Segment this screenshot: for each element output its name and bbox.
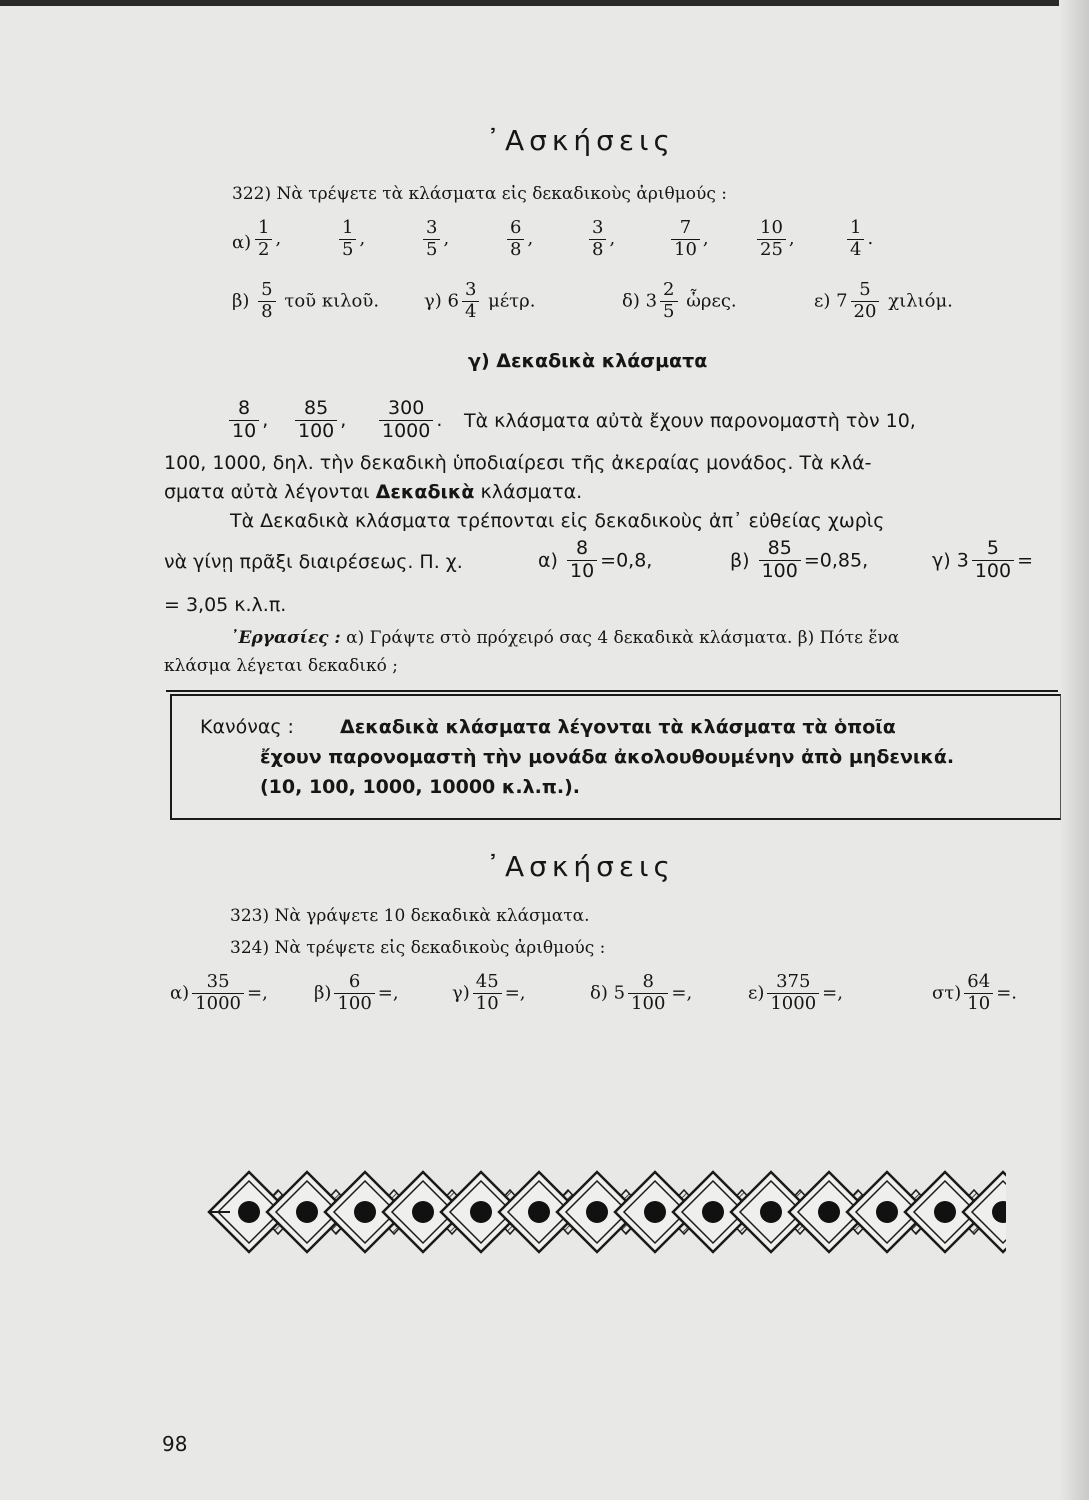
- denominator: 100: [974, 559, 1012, 582]
- ornament-dot: [470, 1201, 492, 1223]
- decorative-border-ornament: [200, 1156, 1006, 1268]
- numerator: 3: [423, 218, 440, 240]
- denominator: 10: [967, 992, 991, 1014]
- mixed-quantity: [232, 280, 379, 322]
- numerator: 85: [759, 538, 801, 561]
- denominator: 4: [464, 300, 477, 322]
- item-label: β): [232, 290, 250, 312]
- fraction: $\frac{8}{10}$ ,: [226, 398, 268, 443]
- rule-line-1: Δεκαδικὰ κλάσματα λέγονται τὰ κλάσματα τὰ ὁποῖα: [340, 716, 896, 738]
- unit: ὧρες.: [686, 290, 737, 312]
- example-c: [932, 538, 1033, 583]
- fraction: $\frac{7}{10}$ ,: [668, 218, 709, 260]
- numerator: 7: [671, 218, 700, 240]
- item-label: γ): [932, 549, 951, 572]
- line3-start: σματα αὐτὰ λέγονται: [164, 481, 370, 503]
- tail: =,: [671, 982, 693, 1004]
- denominator: 100: [631, 992, 666, 1014]
- exercise-322-prompt: 322) Νὰ τρέψετε τὰ κλάσματα εἰς δεκαδικοὺς ἀριθμούς :: [232, 184, 728, 204]
- intro-text: Τὰ κλάσματα αὐτὰ ἔχουν παρονομαστὴ τὸν 10,: [464, 410, 916, 432]
- ornament-dot: [238, 1201, 260, 1223]
- exercise-324-prompt: 324) Νὰ τρέψετε εἰς δεκαδικοὺς ἀριθμούς :: [230, 938, 606, 958]
- ornament-dot: [586, 1201, 608, 1223]
- whole-part: 6: [447, 290, 459, 312]
- fraction: $\frac{300}{1000}$ .: [376, 398, 442, 443]
- subsection-title: γ) Δεκαδικὰ κλάσματα: [468, 350, 708, 372]
- tail: =.: [996, 982, 1017, 1004]
- item-label: δ): [590, 982, 608, 1004]
- mixed-quantity: [424, 280, 535, 322]
- exercise-324-item: [452, 972, 526, 1014]
- line3-bold: Δεκαδικὰ: [375, 481, 475, 503]
- work-line: [230, 628, 899, 648]
- denominator: 25: [760, 238, 783, 260]
- fraction: $\frac{85}{100}$ ,: [292, 398, 346, 443]
- numerator: 3: [462, 280, 479, 302]
- ornament-dot: [876, 1201, 898, 1223]
- exercise-322-b-row: [232, 280, 1022, 330]
- ornament-dot: [934, 1201, 956, 1223]
- divider: [166, 690, 1058, 692]
- work-text: α) Γράψτε στὸ πρόχειρό σας 4 δεκαδικὰ κλάσματα. β) Πότε ἕνα: [346, 628, 900, 648]
- numerator: 3: [589, 218, 606, 240]
- whole-part: 3: [645, 290, 658, 312]
- numerator: 35: [192, 972, 244, 994]
- result: =0,85,: [803, 549, 869, 572]
- fraction: $\frac{1}{4}$ .: [844, 218, 873, 260]
- rule-label: Κανόνας :: [200, 716, 294, 738]
- fraction: $\frac{1}{2}$ ,: [252, 218, 281, 260]
- numerator: 8: [229, 398, 259, 421]
- unit: μέτρ.: [488, 290, 536, 312]
- numerator: 1: [339, 218, 356, 240]
- numerator: 8: [628, 972, 668, 994]
- intro-line: [226, 398, 1066, 448]
- numerator: 5: [851, 280, 880, 302]
- result: =0,8,: [600, 549, 653, 572]
- fraction: $\frac{3}{8}$ ,: [586, 218, 615, 260]
- fraction: $\frac{3}{5}$ ,: [420, 218, 449, 260]
- exercise-324-row: [170, 972, 1060, 1028]
- rule-line-2: ἔχουν παρονομαστὴ τὴν μονάδα ἀκολουθουμένην ἀπὸ μηδενικά.: [260, 746, 955, 768]
- denominator: 1000: [770, 992, 817, 1014]
- item-label: δ): [622, 290, 640, 312]
- numerator: 8: [567, 538, 597, 561]
- exercises-heading-2: ᾿Ασκήσεις: [486, 850, 675, 883]
- item-label: α): [538, 549, 558, 572]
- scan-edge-right: [1059, 0, 1089, 1500]
- exercise-324-item: [590, 972, 692, 1014]
- numerator: 45: [473, 972, 502, 994]
- numerator: 300: [379, 398, 433, 421]
- ornament-dot: [760, 1201, 782, 1223]
- body-line-2: 100, 1000, δηλ. τὴν δεκαδικὴ ὑποδιαίρεσι τῆς ἀκεραίας μονάδος. Τὰ κλά-: [164, 452, 872, 474]
- exercises-heading-1: ᾿Ασκήσεις: [486, 124, 675, 157]
- ornament-dot: [702, 1201, 724, 1223]
- numerator: 1: [847, 218, 864, 240]
- exercise-324-item: [314, 972, 399, 1014]
- denominator: 5: [342, 238, 354, 260]
- rule-line-3: (10, 100, 1000, 10000 κ.λ.π.).: [260, 776, 580, 798]
- numerator: 1: [255, 218, 272, 240]
- tail: =,: [504, 982, 526, 1004]
- example-b: [730, 538, 868, 583]
- fraction: $\frac{10}{25}$ ,: [754, 218, 795, 260]
- denominator: 2: [258, 238, 270, 260]
- denominator: 100: [337, 992, 372, 1014]
- tail: =,: [247, 982, 268, 1004]
- denominator: 100: [761, 559, 798, 582]
- exercise-324-item: [748, 972, 843, 1014]
- body-line-6: = 3,05 κ.λ.π.: [164, 594, 287, 616]
- denominator: 10: [674, 238, 697, 260]
- whole-part: 5: [613, 982, 626, 1004]
- item-label: α): [170, 982, 190, 1004]
- numerator: 85: [295, 398, 337, 421]
- item-label: β): [730, 549, 750, 572]
- item-label: β): [314, 982, 332, 1004]
- numerator: 6: [507, 218, 524, 240]
- denominator: 1000: [195, 992, 241, 1014]
- item-label: γ): [452, 982, 470, 1004]
- mixed-quantity: [622, 280, 737, 322]
- body-line-3: [164, 481, 582, 503]
- tail: =,: [377, 982, 399, 1004]
- ornament-dot: [644, 1201, 666, 1223]
- item-label: γ): [424, 290, 442, 312]
- exercise-323: 323) Νὰ γράψετε 10 δεκαδικὰ κλάσματα.: [230, 906, 590, 926]
- ornament-pattern: [208, 1172, 1006, 1252]
- denominator: 8: [592, 238, 604, 260]
- numerator: 375: [767, 972, 819, 994]
- unit: τοῦ κιλοῦ.: [284, 290, 380, 312]
- example-a: [538, 538, 652, 583]
- ornament-dot: [354, 1201, 376, 1223]
- scan-edge-top: [0, 0, 1089, 6]
- numerator: 2: [660, 280, 677, 302]
- numerator: 64: [964, 972, 993, 994]
- ornament-dot: [528, 1201, 550, 1223]
- denominator: 100: [298, 419, 335, 442]
- exercise-324-item: [932, 972, 1017, 1014]
- rule-box: [170, 694, 1061, 820]
- fraction: $\frac{1}{5}$ ,: [336, 218, 365, 260]
- ornament-dot: [412, 1201, 434, 1223]
- denominator: 4: [850, 238, 862, 260]
- exercise-322-a-row: [232, 218, 932, 268]
- mixed-quantity: [814, 280, 953, 322]
- item-label: ε): [748, 982, 765, 1004]
- numerator: 5: [258, 280, 275, 302]
- body-line-4: Τὰ Δεκαδικὰ κλάσματα τρέπονται εἰς δεκαδικοὺς ἀπ᾿ εὐθείας χωρὶς: [230, 510, 885, 532]
- numerator: 6: [334, 972, 374, 994]
- page-number: 98: [162, 1432, 188, 1456]
- numerator: 10: [757, 218, 786, 240]
- whole-part: 7: [836, 290, 848, 312]
- examples-line: [164, 538, 1064, 588]
- exercise-324-item: [170, 972, 268, 1014]
- line3-end: κλάσματα.: [480, 481, 583, 503]
- ornament-dot: [818, 1201, 840, 1223]
- denominator: 10: [232, 419, 257, 442]
- denominator: 10: [569, 559, 595, 582]
- fraction: $\frac{6}{8}$ ,: [504, 218, 533, 260]
- denominator: 8: [261, 300, 273, 322]
- denominator: 1000: [382, 419, 431, 442]
- numerator: 5: [972, 538, 1014, 561]
- denominator: 5: [663, 300, 675, 322]
- denominator: 10: [475, 992, 499, 1014]
- unit: χιλιόμ.: [888, 290, 953, 312]
- denominator: 8: [510, 238, 522, 260]
- tail: =,: [822, 982, 843, 1004]
- denominator: 5: [426, 238, 438, 260]
- item-label: στ): [932, 982, 962, 1004]
- item-label: ε): [814, 290, 831, 312]
- result: =: [1017, 549, 1033, 572]
- ornament-dot: [296, 1201, 318, 1223]
- work-line-2: κλάσμα λέγεται δεκαδικό ;: [164, 656, 398, 676]
- work-label: ᾿Εργασίες :: [230, 628, 341, 648]
- exercise-322-a-label: α): [232, 232, 252, 253]
- denominator: 20: [853, 300, 877, 322]
- examples-intro: νὰ γίνῃ πρᾶξι διαιρέσεως. Π. χ.: [164, 551, 463, 573]
- whole-part: 3: [956, 549, 969, 572]
